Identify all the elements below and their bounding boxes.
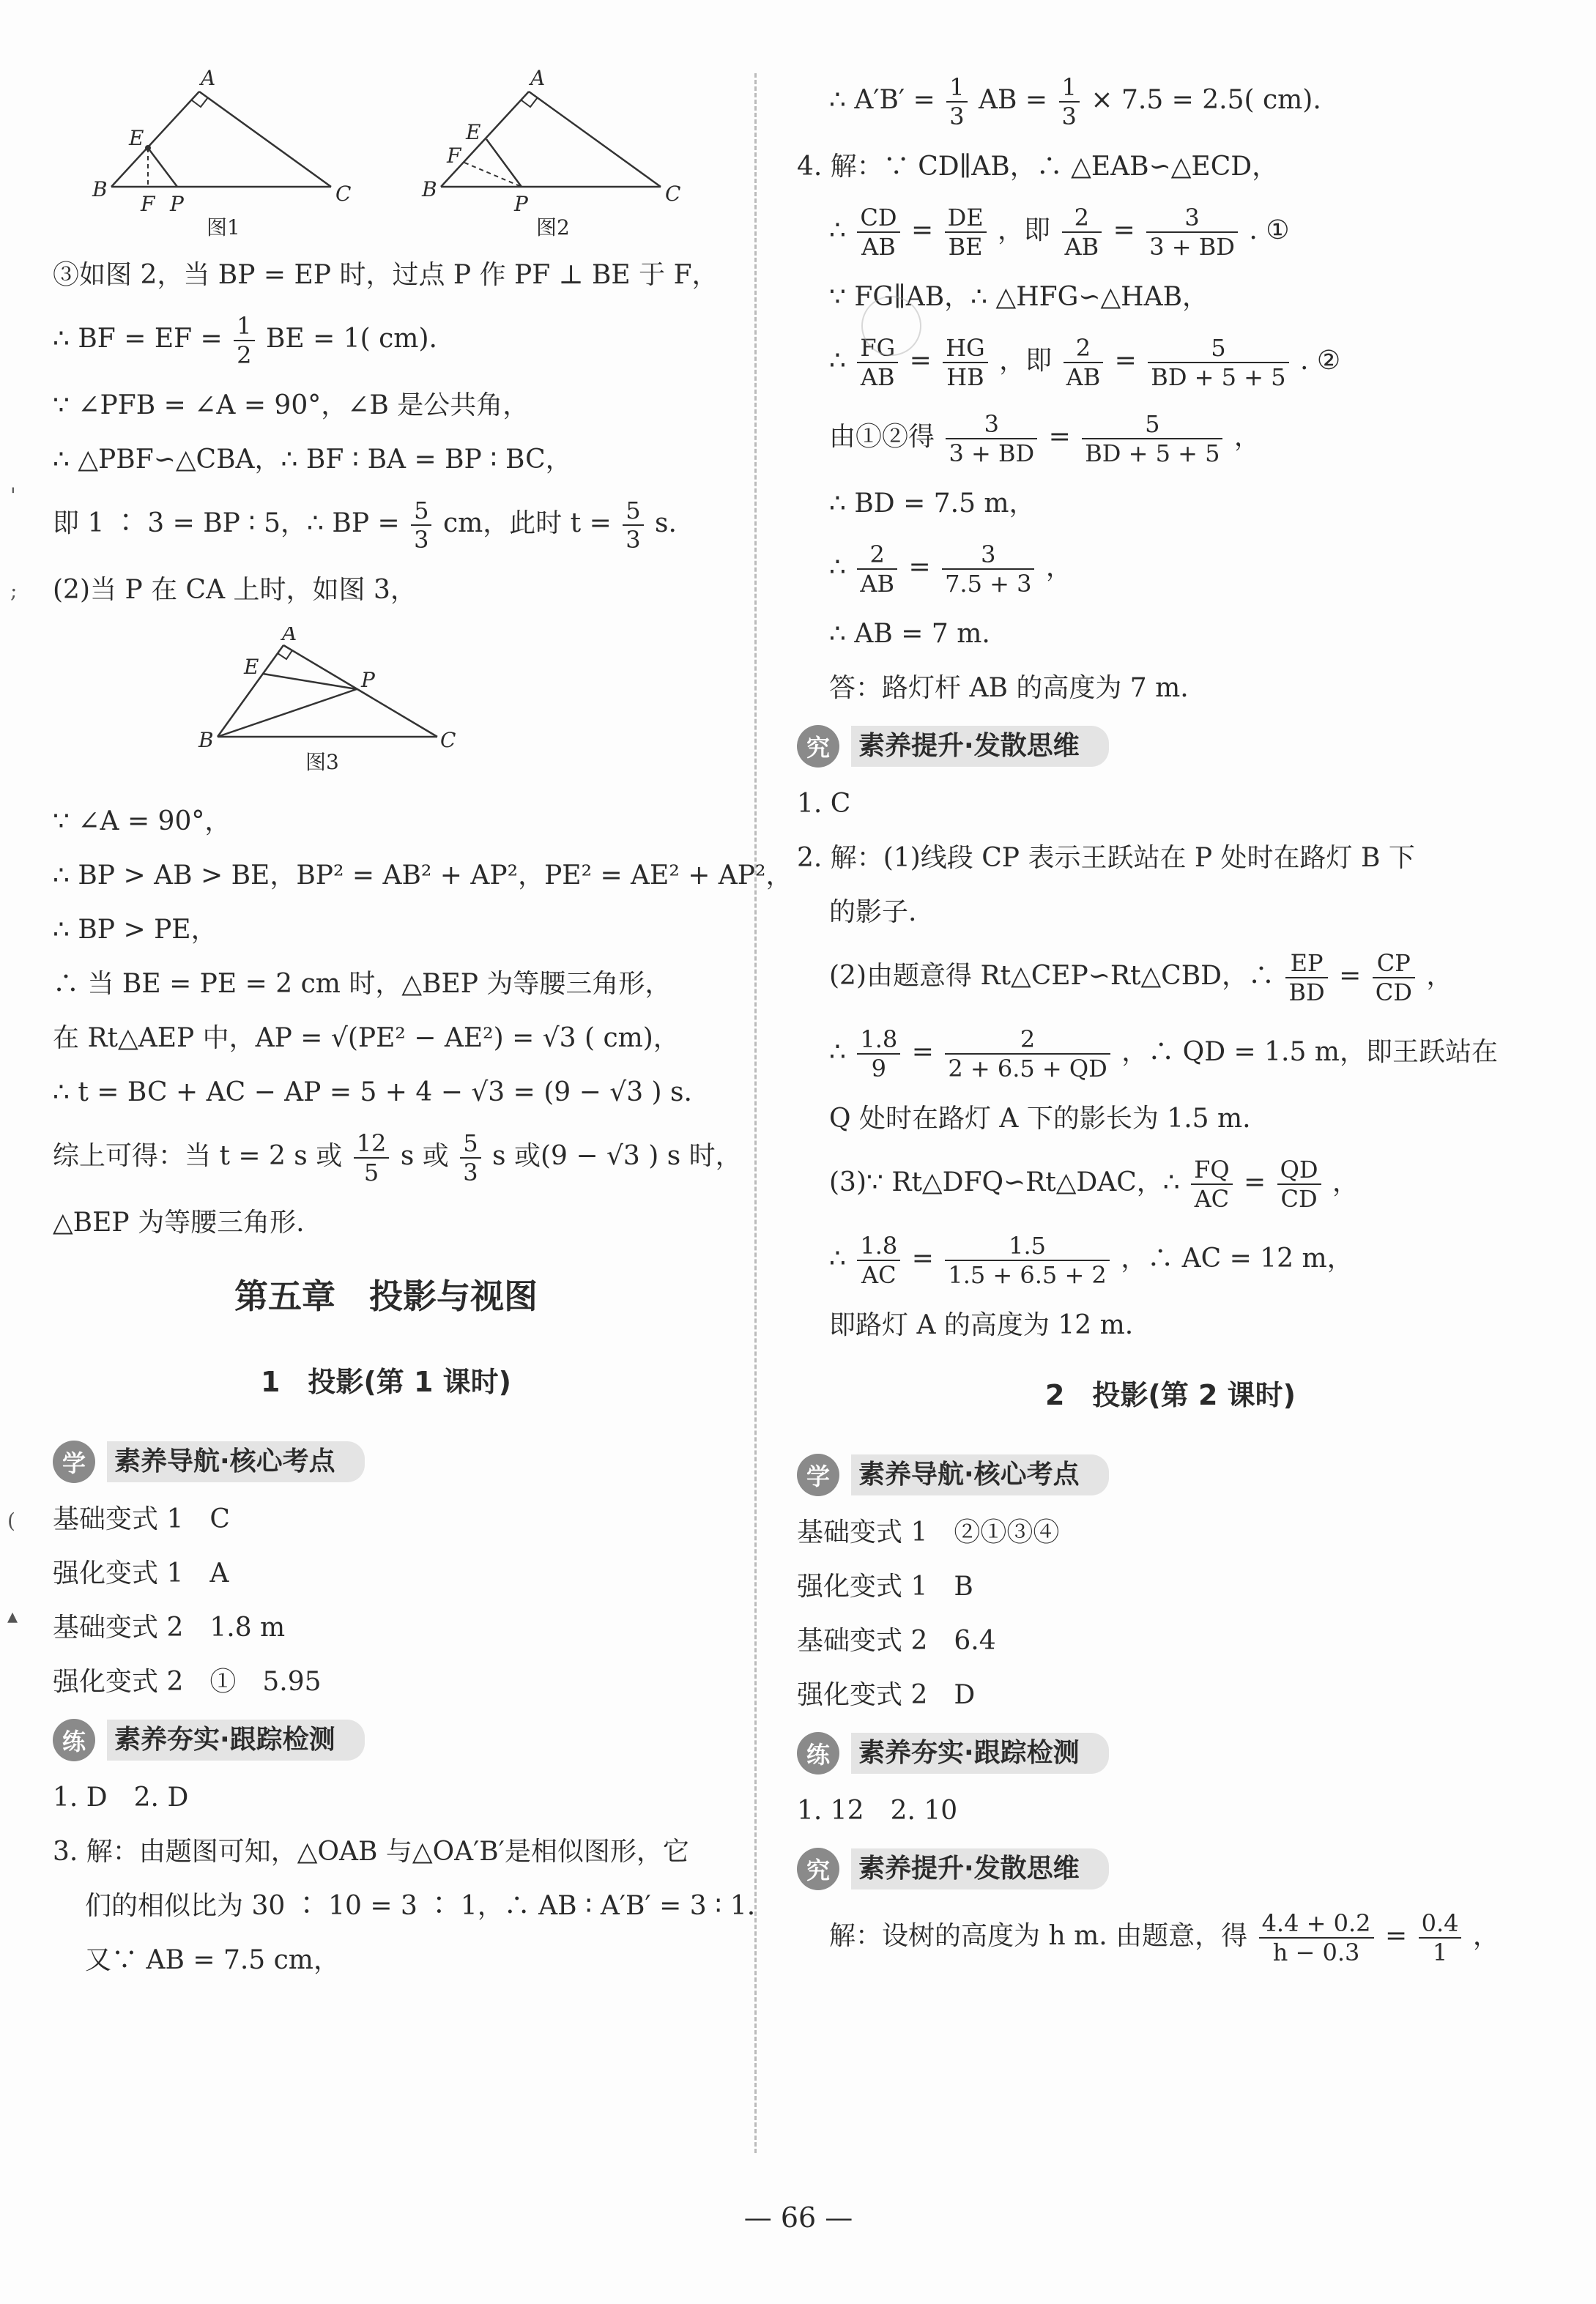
text-fragment: = — [1113, 215, 1135, 245]
numerator: 3 — [946, 410, 1037, 439]
text-line: 1. D 2. D — [53, 1783, 189, 1813]
denominator: 3 — [463, 1159, 478, 1186]
fraction — [1059, 73, 1080, 130]
denominator: AB — [1066, 363, 1101, 391]
text-fragment: 即 1 ∶ 3 = BP ∶ 5，∴ BP = — [53, 508, 400, 538]
text-fragment: 由①②得 — [829, 422, 935, 452]
answer-item: 基础变式 1 C — [53, 1504, 230, 1534]
fraction — [1064, 334, 1104, 391]
section-title: 素养导航·核心考点 — [851, 1454, 1109, 1495]
numerator: 5 — [460, 1129, 480, 1159]
text-fragment: cm，此时 t = — [442, 508, 612, 538]
numerator: HG — [943, 334, 987, 363]
fraction — [943, 334, 987, 391]
text-fragment: ，∴ AC = 12 m， — [1121, 1244, 1354, 1274]
practice-icon: 练 — [53, 1719, 95, 1761]
text-fragment: ∴ — [829, 552, 846, 582]
figure-3-caption: 图3 — [305, 750, 339, 774]
text-line — [797, 1232, 1544, 1289]
text-fragment: s. — [655, 508, 677, 538]
text-line: ∴ △PBF∽△CBA，∴ BF ∶ BA = BP ∶ BC， — [53, 445, 572, 475]
section-header — [797, 1732, 1544, 1775]
denominator: AB — [861, 233, 896, 261]
numerator: 0.4 — [1419, 1909, 1462, 1939]
section-title: 素养提升·发散思维 — [851, 726, 1109, 767]
lesson-title: 2 投影(第 2 课时) — [1044, 1379, 1296, 1411]
text-fragment: = — [1114, 346, 1137, 376]
numerator: EP — [1285, 949, 1327, 978]
text-line: ∴ 当 BE = PE = 2 cm 时，△BEP 为等腰三角形， — [53, 969, 672, 999]
text-line: ∴ BP > AB > BE，BP² = AB² + AP²，PE² = AE² + AP²， — [53, 861, 793, 891]
text-line: 在 Rt△AEP 中，AP = √(PE² − AE²) = √3 ( cm)， — [53, 1023, 680, 1053]
text-line: 2. 解：(1)线段 CP 表示王跃站在 P 处时在路灯 B 下 — [797, 843, 1415, 873]
answer-item: 强化变式 2 D — [797, 1680, 976, 1710]
denominator: 1.5 + 6.5 + 2 — [948, 1261, 1107, 1289]
research-icon: 究 — [797, 1848, 839, 1890]
denominator: 3 — [414, 526, 429, 554]
svg-text:B: B — [92, 177, 108, 201]
fraction — [857, 204, 899, 261]
numerator: 2 — [857, 540, 897, 570]
numerator: 1 — [234, 312, 254, 341]
text-fragment: = — [911, 1244, 934, 1274]
column-divider — [754, 73, 757, 2153]
text-fragment: ， — [1426, 961, 1453, 991]
figure-2-caption: 图2 — [536, 215, 570, 239]
text-fragment: = — [908, 552, 931, 582]
denominator: 3 + BD — [949, 439, 1035, 467]
text-line: 1. C — [797, 789, 851, 819]
numerator: 2 — [945, 1025, 1110, 1055]
numerator: FG — [857, 334, 898, 363]
right-column — [797, 73, 1544, 1985]
text-line — [797, 204, 1544, 261]
section-title: 素养夯实·跟踪检测 — [107, 1720, 365, 1761]
text-fragment: ∴ — [829, 1037, 846, 1067]
fraction — [1277, 1156, 1321, 1213]
text-fragment: ， — [1472, 1921, 1499, 1951]
section-title: 素养提升·发散思维 — [851, 1848, 1109, 1889]
denominator: BD + 5 + 5 — [1085, 439, 1220, 467]
section-header — [797, 725, 1544, 768]
svg-text:F: F — [447, 144, 461, 168]
figure-3 — [196, 627, 489, 791]
fraction — [1062, 204, 1102, 261]
text-line: 又∵ AB = 7.5 cm， — [85, 1945, 340, 1975]
faint-stamp — [861, 296, 921, 356]
fraction — [1419, 1909, 1462, 1966]
denominator: 2 + 6.5 + QD — [948, 1055, 1107, 1082]
numerator: 12 — [354, 1129, 390, 1159]
denominator: AB — [860, 570, 894, 598]
text-fragment: s 或 — [400, 1141, 449, 1171]
fraction — [945, 1025, 1110, 1082]
text-line — [53, 497, 719, 554]
text-line: ∵ ∠PFB = ∠A = 90°，∠B 是公共角， — [53, 390, 530, 420]
text-fragment: ，∴ QD = 1.5 m，即王跃站在 — [1121, 1037, 1498, 1067]
text-fragment: ∴ — [829, 346, 846, 376]
text-fragment: ， — [1045, 552, 1072, 582]
fraction — [942, 540, 1034, 598]
denominator: AC — [1194, 1185, 1230, 1213]
text-line: 1. 12 2. 10 — [797, 1796, 958, 1826]
numerator: CD — [857, 204, 899, 233]
fraction — [1148, 334, 1288, 391]
svg-text:B: B — [198, 728, 214, 752]
margin-mark: ' — [10, 483, 16, 508]
denominator: BD + 5 + 5 — [1151, 363, 1286, 391]
fraction — [857, 1232, 900, 1289]
denominator: 7.5 + 3 — [945, 570, 1032, 598]
denominator: 5 — [363, 1159, 379, 1186]
answer-item: 强化变式 2 ① 5.95 — [53, 1667, 322, 1697]
figure-1-caption: 图1 — [207, 215, 240, 239]
figure-2 — [419, 59, 697, 245]
svg-text:A: A — [530, 66, 546, 90]
fraction — [623, 497, 643, 554]
text-fragment: = — [911, 1037, 934, 1067]
text-fragment: ∴ A′B′ = — [829, 85, 935, 115]
text-fragment: = — [1244, 1167, 1266, 1197]
text-fragment: ，即 — [998, 215, 1051, 245]
fraction — [460, 1129, 480, 1186]
denominator: HB — [946, 363, 984, 391]
left-column — [53, 59, 793, 1997]
svg-text:F: F — [141, 192, 155, 216]
denominator: h − 0.3 — [1272, 1939, 1360, 1966]
research-icon: 究 — [797, 725, 839, 768]
text-fragment: ∴ — [829, 215, 846, 245]
numerator: 1.8 — [857, 1025, 900, 1055]
denominator: CD — [1375, 978, 1412, 1006]
text-fragment: . ② — [1299, 346, 1341, 376]
text-line: △BEP 为等腰三角形. — [53, 1208, 305, 1238]
text-line: 即路灯 A 的高度为 12 m. — [829, 1310, 1134, 1340]
denominator: BE — [948, 233, 983, 261]
text-fragment: (2)由题意得 Rt△CEP∽Rt△CBD，∴ — [829, 961, 1275, 991]
answer-item: 基础变式 2 1.8 m — [53, 1613, 286, 1643]
text-line: 3. 解：由题图可知，△OAB 与△OA′B′是相似图形，它 — [53, 1837, 689, 1867]
fraction — [1191, 1156, 1232, 1213]
fraction — [411, 497, 431, 554]
svg-text:A: A — [201, 66, 216, 90]
section-header — [797, 1848, 1544, 1890]
section-title: 素养导航·核心考点 — [107, 1441, 365, 1482]
denominator: 3 — [949, 103, 965, 130]
fraction — [1082, 410, 1222, 467]
numerator: 1 — [946, 73, 967, 103]
study-icon: 学 — [797, 1454, 839, 1496]
numerator: 5 — [1082, 410, 1222, 439]
margin-mark: ( — [7, 1509, 15, 1533]
fraction — [1285, 949, 1327, 1006]
text-line: ∴ t = BC + AC − AP = 5 + 4 − √3 = (9 − √3 ) s. — [53, 1077, 692, 1107]
figure-1 — [89, 59, 368, 245]
denominator: 1 — [1432, 1939, 1448, 1966]
numerator: 3 — [942, 540, 1034, 570]
text-fragment: ， — [1332, 1167, 1359, 1197]
margin-mark: ; — [10, 579, 18, 603]
text-line — [797, 73, 1544, 130]
denominator: AC — [861, 1261, 897, 1289]
text-line: 4. 解：∵ CD∥AB，∴ △EAB∽△ECD， — [797, 152, 1279, 182]
text-line: ③如图 2，当 BP = EP 时，过点 P 作 PF ⊥ BE 于 F， — [53, 260, 719, 290]
chapter-title: 第五章 投影与视图 — [234, 1277, 538, 1316]
svg-text:E: E — [466, 120, 481, 144]
text-line — [797, 1909, 1544, 1966]
fraction — [945, 1232, 1109, 1289]
svg-text:A: A — [282, 627, 297, 645]
fraction — [234, 312, 254, 369]
text-fragment: = — [1048, 422, 1071, 452]
text-fragment: AB = — [979, 85, 1048, 115]
section-header — [53, 1719, 719, 1761]
answer-item: 强化变式 1 B — [797, 1572, 973, 1602]
svg-text:P: P — [361, 668, 375, 692]
fraction — [946, 410, 1037, 467]
section-header — [53, 1441, 719, 1483]
text-fragment: = — [910, 215, 934, 245]
svg-text:P: P — [170, 192, 184, 216]
text-fragment: = — [1339, 961, 1362, 991]
numerator: 5 — [1148, 334, 1288, 363]
denominator: 3 — [1061, 103, 1077, 130]
denominator: 9 — [871, 1055, 886, 1082]
numerator: 3 — [1146, 204, 1238, 233]
fraction — [945, 204, 987, 261]
text-fragment: BE = 1( cm). — [265, 324, 437, 354]
denominator: CD — [1280, 1185, 1318, 1213]
denominator: 3 — [626, 526, 641, 554]
section-header — [797, 1454, 1544, 1496]
answer-item: 基础变式 2 6.4 — [797, 1626, 996, 1656]
text-fragment: ∴ — [829, 1244, 846, 1274]
numerator: 5 — [411, 497, 431, 526]
text-line: ∴ BP > PE， — [53, 915, 218, 945]
text-fragment: s 或(9 − √3 ) s 时， — [492, 1141, 742, 1171]
denominator: 3 + BD — [1149, 233, 1235, 261]
figure-3-row — [53, 627, 631, 791]
text-line: 答：路灯杆 AB 的高度为 7 m. — [829, 673, 1189, 703]
text-line — [797, 1156, 1544, 1213]
numerator: 2 — [1064, 334, 1104, 363]
study-icon: 学 — [53, 1441, 95, 1483]
svg-text:C: C — [335, 182, 352, 206]
svg-text:B: B — [422, 177, 437, 201]
text-fragment: (3)∵ Rt△DFQ∽Rt△DAC，∴ — [829, 1167, 1180, 1197]
text-line: ∵ ∠A = 90°， — [53, 806, 231, 836]
text-line — [797, 410, 1544, 467]
text-line — [53, 312, 719, 369]
svg-text:C: C — [665, 182, 681, 206]
numerator: DE — [945, 204, 987, 233]
answer-item: 基础变式 1 ②①③④ — [797, 1517, 1060, 1547]
fraction — [1373, 949, 1415, 1006]
text-fragment: . ① — [1249, 215, 1290, 245]
text-line: 的影子. — [829, 897, 917, 927]
numerator: 1.5 — [945, 1232, 1109, 1261]
text-line — [53, 1129, 742, 1186]
numerator: FQ — [1191, 1156, 1232, 1185]
practice-icon: 练 — [797, 1732, 839, 1775]
fraction — [1146, 204, 1238, 261]
margin-mark: ▴ — [7, 1604, 18, 1628]
text-line — [797, 540, 1544, 598]
section-title: 素养夯实·跟踪检测 — [851, 1733, 1109, 1774]
text-line — [797, 1025, 1544, 1082]
svg-text:E: E — [244, 655, 259, 679]
numerator: CP — [1373, 949, 1415, 978]
text-line — [797, 949, 1544, 1006]
fraction — [857, 540, 897, 598]
svg-text:E: E — [129, 126, 144, 150]
text-line: ∵ FG∥AB，∴ △HFG∽△HAB， — [829, 282, 1209, 312]
text-line: 们的相似比为 30 ∶ 10 = 3 ∶ 1，∴ AB ∶ A′B′ = 3 ∶ 1. — [85, 1891, 756, 1921]
fraction — [857, 1025, 900, 1082]
text-fragment: ∴ BF = EF = — [53, 324, 223, 354]
numerator: QD — [1277, 1156, 1321, 1185]
numerator: 1 — [1059, 73, 1080, 103]
page-number: — 66 — — [743, 2201, 853, 2234]
text-line: ∴ AB = 7 m. — [829, 619, 990, 649]
text-fragment: × 7.5 = 2.5( cm). — [1091, 85, 1321, 115]
text-fragment: ，即 — [999, 346, 1053, 376]
svg-text:P: P — [514, 192, 528, 216]
numerator: 2 — [1062, 204, 1102, 233]
figures-1-2 — [53, 59, 719, 245]
text-fragment: = — [1384, 1921, 1408, 1951]
fraction — [946, 73, 967, 130]
text-fragment: 综上可得：当 t = 2 s 或 — [53, 1141, 343, 1171]
svg-text:C: C — [440, 728, 456, 752]
fraction — [354, 1129, 390, 1186]
text-line: ∴ BD = 7.5 m， — [829, 488, 1036, 519]
denominator: AB — [860, 363, 895, 391]
text-fragment: = — [909, 346, 932, 376]
numerator: 5 — [623, 497, 643, 526]
answer-item: 强化变式 1 A — [53, 1558, 229, 1588]
text-fragment: 解：设树的高度为 h m. 由题意，得 — [829, 1921, 1248, 1951]
denominator: BD — [1288, 978, 1325, 1006]
text-fragment: ， — [1233, 422, 1261, 452]
fraction — [1259, 1909, 1374, 1966]
denominator: 2 — [237, 341, 252, 369]
denominator: AB — [1064, 233, 1099, 261]
numerator: 1.8 — [857, 1232, 900, 1261]
lesson-title: 1 投影(第 1 课时) — [260, 1366, 512, 1398]
text-line: (2)当 P 在 CA 上时，如图 3， — [53, 575, 417, 605]
text-line: Q 处时在路灯 A 下的影长为 1.5 m. — [829, 1104, 1251, 1134]
numerator: 4.4 + 0.2 — [1259, 1909, 1374, 1939]
